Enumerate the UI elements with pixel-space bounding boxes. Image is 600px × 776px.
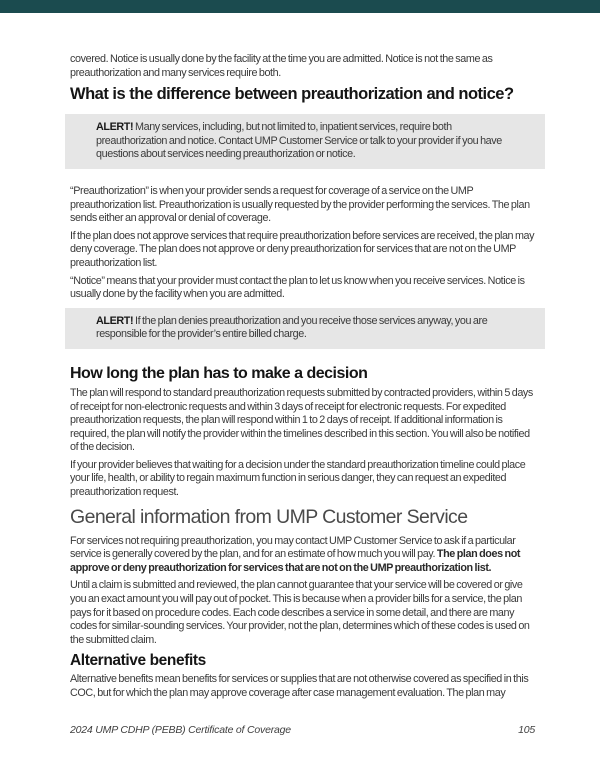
- alert-1-text: Many services, including, but not limited to, inpatient services, require both preauthorization and notice. Contact UMP Customer Service or talk to your provider if you have questions about services needing preauthorization or notice.: [96, 121, 502, 161]
- paragraph-customer-service-bold: The plan does not approve or deny preauthorization for services that are not on the UMP preauthorization list.: [70, 548, 521, 574]
- paragraph-plan-approval: If the plan does not approve services that require preauthorization before services are received, the plan may deny coverage. The plan does not approve or deny preauthorization for services that are not on the UMP preauthorization list.: [70, 229, 535, 269]
- intro-paragraph: covered. Notice is usually done by the facility at the time you are admitted. Notice is not the same as preauthorization and many services require both.: [70, 53, 493, 79]
- paragraph-claim-review: Until a claim is submitted and reviewed, the plan cannot guarantee that your service will be covered or give you an exact amount you will pay out of pocket. This is because when a provider bills for a service, the plan pays for it based on procedure codes. Each code describes a service in some detail, and there are many codes for similar-sounding services. Your provider, not the plan, determines which of these codes is used on the submitted claim.: [70, 579, 530, 646]
- paragraph-customer-service-normal: For services not requiring preauthorization, you may contact UMP Customer Service to ask if a particular service is generally covered by the plan, and for an estimate of how much you will pay.: [70, 534, 516, 561]
- paragraph-customer-service: [70, 535, 535, 576]
- section-heading-alternative-benefits: Alternative benefits: [70, 652, 206, 670]
- section-heading-decision: How long the plan has to make a decision: [70, 364, 368, 382]
- alert-1-label: ALERT!: [96, 121, 134, 134]
- footer-document-title: 2024 UMP CDHP (PEBB) Certificate of Coverage: [70, 724, 291, 736]
- paragraph-expedited-request: If your provider believes that waiting for a decision under the standard preauthorization timeline could place your life, health, or ability to regain maximum function in serious danger, they can request an expedited preauthorization request.: [70, 458, 526, 499]
- section-heading-difference: What is the difference between preauthorization and notice?: [70, 85, 514, 104]
- footer-page-number: 105: [518, 724, 535, 736]
- alert-box-1: [65, 114, 545, 169]
- alert-box-2: [65, 308, 545, 349]
- page-footer: [70, 724, 535, 736]
- alert-1-text-block: [96, 121, 509, 162]
- paragraph-notice-definition: “Notice” means that your provider must contact the plan to let us know when you receive services. Notice is usually done by the facility when you are admitted.: [70, 274, 525, 301]
- alert-2-label: ALERT!: [96, 314, 134, 327]
- paragraph-preauthorization-definition: “Preauthorization” is when your provider sends a request for coverage of a service on the UMP preauthorization list. Preauthorization is usually requested by the provider performing the services. The plan sends either an approval or denial of coverage.: [70, 184, 530, 225]
- paragraph-decision-timelines: The plan will respond to standard preauthorization requests submitted by contracted providers, within 5 days of receipt for non-electronic requests and within 3 days of receipt for electronic requests. For expedited preauthorization requests, the plan will respond within 1 to 2 days of receipt. If additional information is required, the plan will notify the provider within the timelines described in this section. You will also be notified of the decision.: [70, 386, 533, 454]
- paragraph-alternative-benefits: Alternative benefits mean benefits for services or supplies that are not otherwise covered as specified in this COC, but for which the plan may approve coverage after case management evaluation. The plan may: [70, 673, 529, 699]
- section-title-general-information: General information from UMP Customer Service: [70, 505, 468, 528]
- alert-2-text-block: [96, 315, 509, 342]
- alert-2-text: If the plan denies preauthorization and you receive those services anyway, you are responsible for the provider’s entire billed charge.: [96, 314, 488, 341]
